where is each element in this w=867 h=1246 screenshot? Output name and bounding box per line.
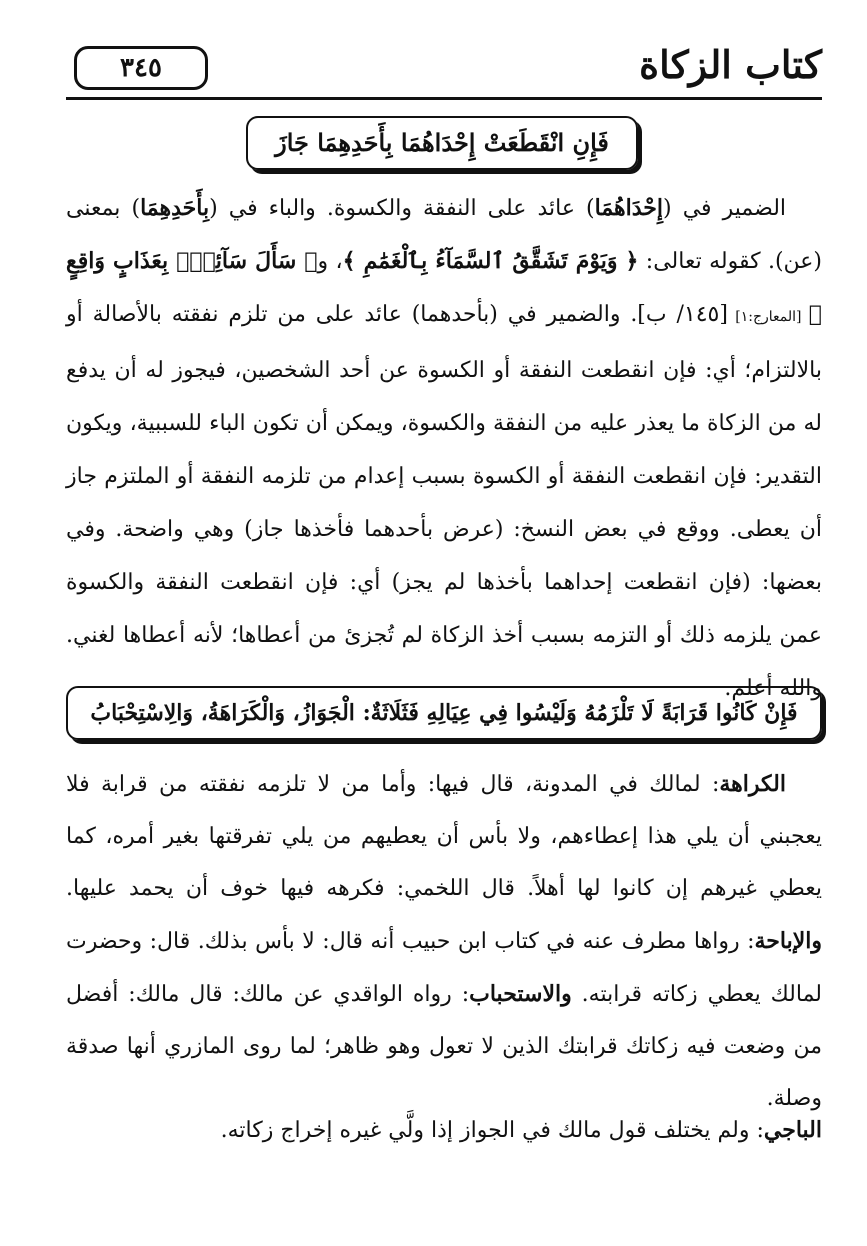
page-header xyxy=(66,40,822,96)
paragraph-text: ، و xyxy=(317,249,343,274)
term-label: والاستحباب xyxy=(469,981,572,1007)
section-heading-box xyxy=(246,116,638,170)
paragraph-text: ) بمعنى (عن). كقوله تعالى: xyxy=(66,196,822,274)
paragraph-text: ) عائد على النفقة والكسوة. والباء في ( xyxy=(209,196,595,221)
section-heading-box xyxy=(66,686,822,740)
commentary-paragraph xyxy=(66,182,822,715)
verse-reference: [المعارج:١] xyxy=(727,309,809,325)
term-label: والإباحة xyxy=(754,928,822,954)
commentary-note xyxy=(66,1108,822,1153)
paragraph-text: : رواها مطرف عنه في كتاب ابن حبيب أنه قال: لا بأس بذلك. قال: وحضرت لمالك يعطي زكاته قرابته. xyxy=(66,929,823,1007)
section-heading-text: فَإِنِ انْقَطَعَتْ إِحْدَاهُمَا بِأَحَدِهِمَا جَازَ xyxy=(275,128,609,157)
paragraph-text: الضمير في ( xyxy=(663,196,787,221)
paragraph-text: : ولم يختلف قول مالك في الجواز إذا ولَّي غيره إخراج زكاته. xyxy=(220,1118,764,1143)
author-label: الباجي xyxy=(763,1117,822,1143)
quoted-term: إِحْدَاهُمَا xyxy=(594,195,664,221)
quran-verse: ﴿ سَأَلَ سَآئِلٌۢ بِعَذَابٍ وَاقِعٍ ﴾ xyxy=(66,248,822,327)
section-heading-text: فَإِنْ كَانُوا قَرَابَةً لَا تَلْزَمُهُ وَلَيْسُوا فِي عِيَالِهِ فَثَلَاثَةٌ: الْجَوَازُ، وَالْكَرَاهَةُ، وَالِاسْتِحْبَابُ xyxy=(90,700,798,726)
quoted-term: بِأَحَدِهِمَا xyxy=(140,195,210,221)
quran-verse: ﴿ وَيَوْمَ تَشَقَّقُ ٱلسَّمَآءُ بِٱلْغَمَٰمِ ﴾ xyxy=(342,248,639,274)
page-number: ٣٤٥ xyxy=(74,46,208,90)
paragraph-text: : لمالك في المدونة، قال فيها: وأما من لا تلزمه نفقته من قرابة فلا يعجبني أن يلي هذا إعطاءهم، ولا بأس أن يعطيهم من يلي تفرقتها بغير أمره، كما يعطي غيرهم إن كانوا لها أهلاً. قال اللخمي: فكرهه فيها خوف أن يحمد عليها. xyxy=(66,772,822,901)
book-title: كتاب الزكاة xyxy=(639,42,822,87)
commentary-paragraph xyxy=(66,758,822,1125)
term-label: الكراهة xyxy=(719,771,786,797)
paragraph-text: [١٤٥/ ب]. والضمير في (بأحدهما) عائد على من تلزم نفقته بالأصالة أو بالالتزام؛ أي: فإن انقطعت النفقة أو الكسوة عن أحد الشخصين، فيجوز له أن يدفع له من الزكاة ما يعذر عليه من النفقة والكسوة، ويمكن أن تكون الباء للسببية، ويكون التقدير: فإن انقطعت النفقة أو الكسوة بسبب إعدام من تلزمه النفقة أو الملتزم جاز أن يعطى. ووقع في بعض النسخ: (عرض بأحدهما فأخذها جاز) وهي واضحة. وفي بعضها: (فإن انقطعت إحداهما بأخذها لم يجز) أي: فإن انقطعت النفقة والكسوة عمن يلزمه ذلك أو التزمه بسبب أخذ الزكاة لم تُجزئ من أعطاها؛ لأنه أعطاها لغني. والله أعلم. xyxy=(66,302,822,701)
header-rule xyxy=(66,97,822,100)
paragraph-text: : رواه الواقدي عن مالك: قال مالك: أفضل من وضعت فيه زكاتك قرابتك الذين لا تعول وهو ظاهر؛ لما روى المازري أنها صدقة وصلة. xyxy=(66,982,822,1111)
